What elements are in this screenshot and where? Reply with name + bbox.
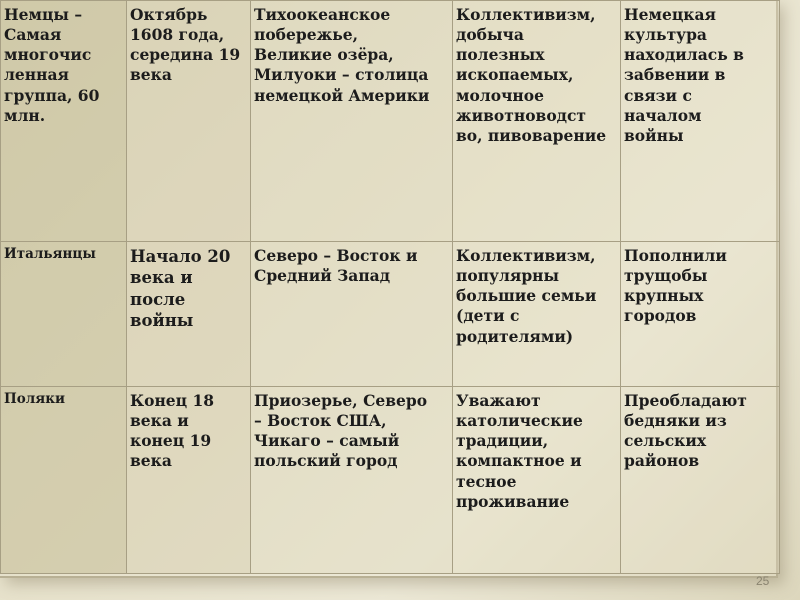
table-cell-notes — [621, 1, 780, 242]
cell-text: Начало 20 века и после войны — [130, 247, 231, 331]
table-cell-group — [1, 387, 127, 574]
cell-text: Приозерье, Северо – Восток США, Чикаго – самый польский город — [254, 391, 428, 471]
table-cell-region — [251, 242, 453, 387]
cell-text: Немецкая культура находилась в забвении в связи с началом войны — [624, 5, 744, 145]
cell-text: Немцы – Самая многочис ленная группа, 60 млн. — [4, 5, 100, 125]
cell-text: Уважают католические традиции, компактное и тесное проживание — [456, 391, 583, 511]
cell-text: Поляки — [4, 391, 66, 407]
table-cell-period — [127, 1, 251, 242]
cell-text: Итальянцы — [4, 246, 96, 262]
cell-text: Коллективизм, популярны большие семьи (дети с родителями) — [456, 246, 597, 346]
table-cell-region — [251, 387, 453, 574]
table-cell-region — [251, 1, 453, 242]
cell-text: Октябрь 1608 года, середина 19 века — [130, 5, 241, 85]
page-number: 25 — [756, 574, 770, 588]
table-cell-notes — [621, 242, 780, 387]
cell-text: Северо – Восток и Средний Запад — [254, 246, 418, 286]
table-cell-group — [1, 242, 127, 387]
table-cell-period — [127, 242, 251, 387]
table-cell-notes — [621, 387, 780, 574]
cell-text: Конец 18 века и конец 19 века — [130, 391, 215, 471]
table-cell-traits — [453, 1, 621, 242]
table-row — [1, 1, 780, 242]
table-cell-group — [1, 1, 127, 242]
cell-text: Тихоокеанское побережье, Великие озёра, Милуоки – столица немецкой Америки — [254, 5, 430, 105]
table-row — [1, 242, 780, 387]
cell-text: Преобладают бедняки из сельских районов — [624, 391, 747, 471]
table-cell-traits — [453, 242, 621, 387]
table-cell-period — [127, 387, 251, 574]
cell-text: Коллективизм, добыча полезных ископаемых, молочное животноводст во, пивоварение — [456, 5, 607, 145]
cell-text: Пополнили трущобы крупных городов — [624, 246, 727, 326]
table-row — [1, 387, 780, 574]
table-cell-traits — [453, 387, 621, 574]
